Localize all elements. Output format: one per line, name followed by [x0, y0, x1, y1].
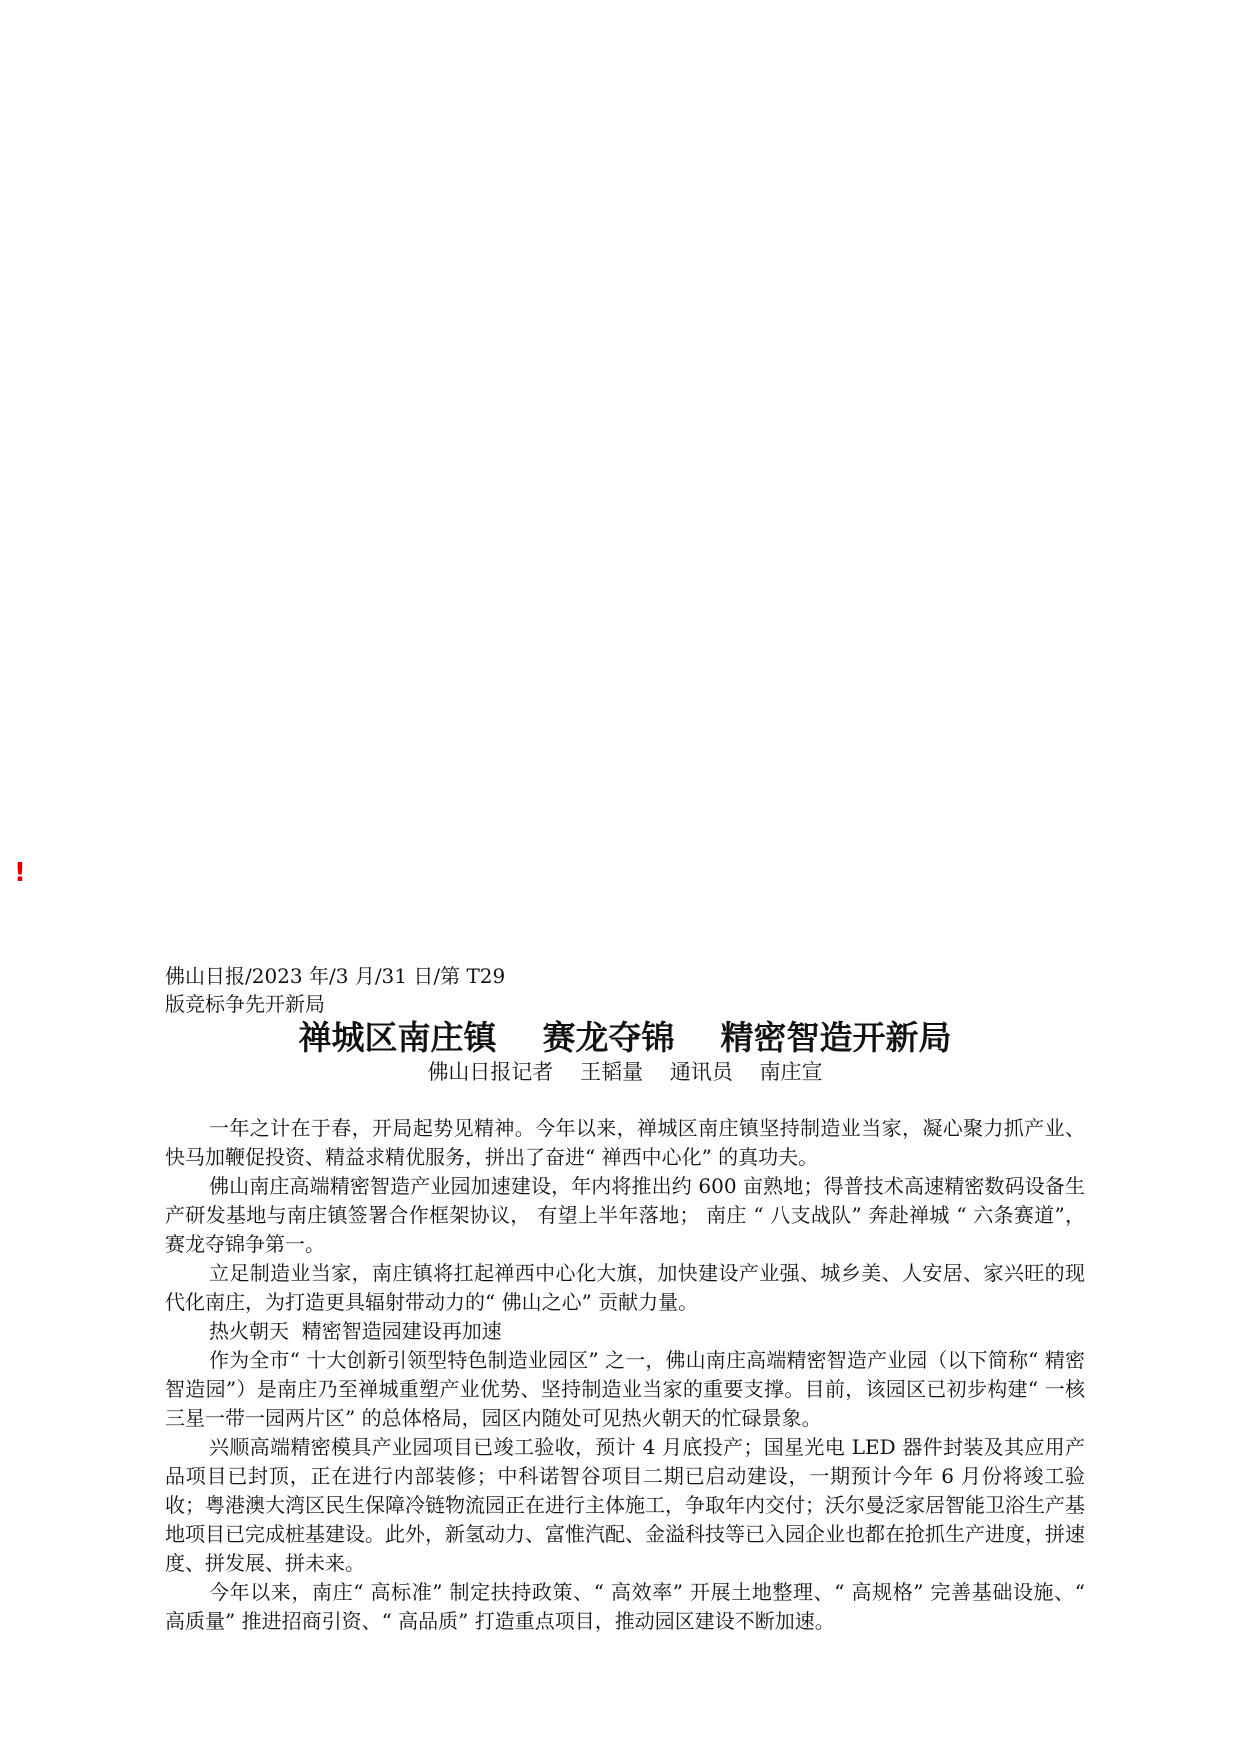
paragraph: 佛山南庄高端精密智造产业园加速建设，年内将推出约 600 亩熟地；得普技术高速精密数码设备生产研发基地与南庄镇签署合作框架协议， 有望上半年落地； 南庄 “ 八支战队” 奔赴禅城 “ 六条赛道”，赛龙夺锦争第一。: [165, 1174, 1085, 1256]
section-subhead: 热火朝天 精密智造园建设再加速: [209, 1319, 502, 1343]
headline: 禅城区南庄镇 赛龙夺锦 精密智造开新局: [298, 1018, 952, 1057]
paragraph: 兴顺高端精密模具产业园项目已竣工验收，预计 4 月底投产；国星光电 LED 器件封装及其应用产品项目已封顶，正在进行内部装修；中科诺智谷项目二期已启动建设，一期预计今年 6 月份将竣工验收；粤港澳大湾区民生保障冷链物流园正在进行主体施工，争取年内交付；沃尔曼泛家居智能卫浴生产基地项目已完成桩基建设。此外，新氢动力、富惟汽配、金溢科技等已入园企业也都在抢抓生产进度，拼速度、拼发展、拼未来。: [165, 1435, 1085, 1575]
section-line: 版竞标争先开新局: [165, 992, 325, 1016]
paragraph: 作为全市“ 十大创新引领型特色制造业园区” 之一，佛山南庄高端精密智造产业园（以下简称“ 精密智造园”）是南庄乃至禅城重塑产业优势、坚持制造业当家的重要支撑。目前，该园区已初步构建“ 一核三星一带一园两片区” 的总体格局，园区内随处可见热火朝天的忙碌景象。: [165, 1348, 1085, 1430]
red-exclamation-mark: !: [14, 858, 26, 888]
source-line: 佛山日报/2023 年/3 月/31 日/第 T29: [165, 964, 506, 988]
paragraph: 立足制造业当家，南庄镇将扛起禅西中心化大旗，加快建设产业强、城乡美、人安居、家兴旺的现代化南庄，为打造更具辐射带动力的“ 佛山之心” 贡献力量。: [165, 1261, 1085, 1314]
paragraph: 今年以来，南庄“ 高标准” 制定扶持政策、“ 高效率” 开展土地整理、“ 高规格” 完善基础设施、“ 高质量” 推进招商引资、“ 高品质” 打造重点项目，推动园区建设不断加速。: [165, 1580, 1085, 1633]
byline: 佛山日报记者 王韬量 通讯员 南庄宣: [427, 1060, 823, 1084]
paragraph: 一年之计在于春，开局起势见精神。今年以来，禅城区南庄镇坚持制造业当家，凝心聚力抓产业、快马加鞭促投资、精益求精优服务，拼出了奋进“ 禅西中心化” 的真功夫。: [165, 1116, 1085, 1169]
article: [165, 962, 1085, 1636]
